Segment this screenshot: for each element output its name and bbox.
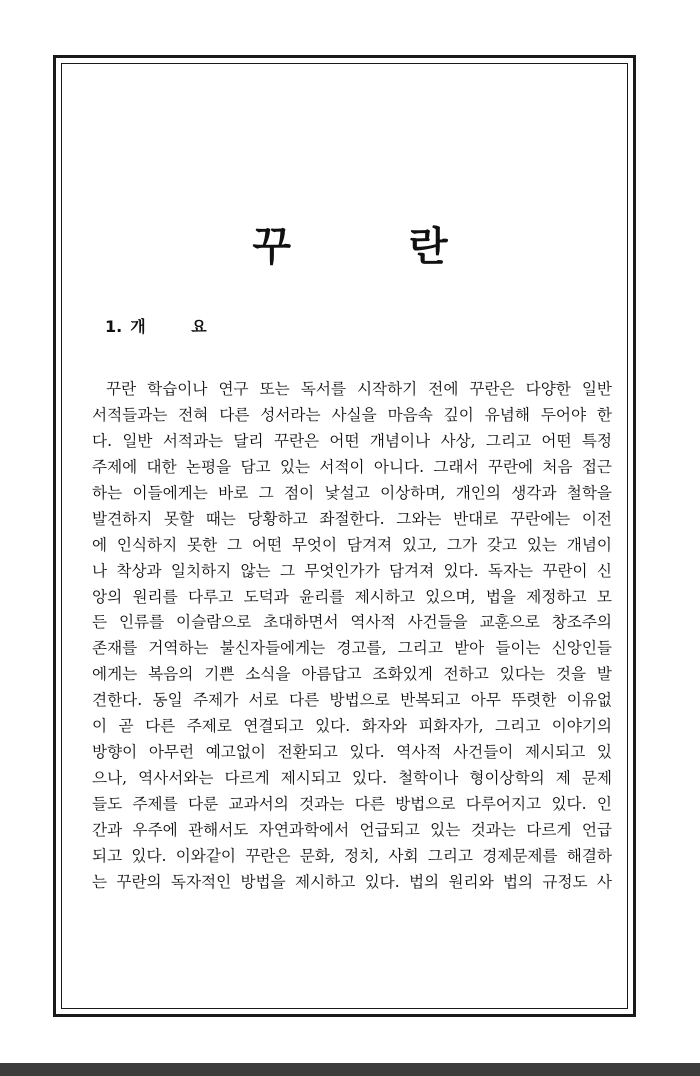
text-line: 견한다. 동일 주제가 서로 다른 방법으로 반복되고 아무 뚜렷한 이유없 (92, 691, 612, 710)
text-line: 들도 주제를 다룬 교과서의 것과는 다른 방법으로 다루어지고 있다. 인 (92, 795, 612, 813)
text-line: 되고 있다. 이와같이 꾸란은 문화, 정치, 사회 그리고 경제문제를 해결하 (92, 846, 612, 865)
section-heading (105, 315, 227, 339)
text-line: 으나, 역사서와는 다르게 제시되고 있다. 철학이나 형이상학의 제 문제 (92, 769, 612, 788)
text-line: 는 꾸란의 독자적인 방법을 제시하고 있다. 법의 원리와 법의 규정도 사 (92, 872, 612, 891)
text-line: 존재를 거역하는 불신자들에게는 경고를, 그리고 받아 들이는 신앙인들 (92, 639, 612, 658)
text-line: 나 착상과 일치하지 않는 그 무엇인가가 담겨져 있다. 독자는 꾸란이 신 (92, 561, 612, 580)
text-line: 간과 우주에 관해서도 자연과학에서 언급되고 있는 것과는 다르게 언급 (92, 820, 612, 839)
text-line: 이 곧 다른 주제로 연결되고 있다. 화자와 피화자가, 그리고 이야기의 (92, 717, 612, 736)
viewer-bottom-bar (0, 1063, 700, 1076)
text-line: 에 인식하지 못한 그 어떤 무엇이 담겨져 있고, 그가 갖고 있는 개념이 (92, 535, 612, 554)
text-line: 에게는 복음의 기쁜 소식을 아름답고 조화있게 전하고 있다는 것을 발 (92, 665, 612, 684)
text-line: 꾸란 학습이나 연구 또는 독서를 시작하기 전에 꾸란은 다양한 일반 (106, 380, 612, 398)
text-line: 든 인류를 이슬람으로 초대하면서 역사적 사건들을 교훈으로 창조주의 (92, 613, 612, 632)
text-line: 하는 이들에게는 바로 그 점이 낯설고 이상하며, 개인의 생각과 철학을 (92, 483, 612, 502)
page-title: 꾸 란 (252, 224, 500, 270)
body-paragraph (92, 377, 612, 896)
section-title: 개 요 (130, 317, 227, 336)
text-line: 주제에 대한 논평을 담고 있는 서적이 아니다. 그래서 꾸란에 처음 접근 (92, 457, 612, 476)
text-line: 서적들과는 전혀 다른 성서라는 사실을 마음속 깊이 유념해 두어야 한 (92, 405, 612, 424)
section-number: 1. (105, 317, 123, 336)
text-line: 방향이 아무런 예고없이 전환되고 있다. 역사적 사건들이 제시되고 있 (92, 743, 612, 762)
text-line: 앙의 원리를 다루고 도덕과 윤리를 제시하고 있으며, 법을 제정하고 모 (92, 587, 612, 606)
text-line: 다. 일반 서적과는 달리 꾸란은 어떤 개념이나 사상, 그리고 어떤 특정 (92, 431, 612, 450)
text-line: 발견하지 못할 때는 당황하고 좌절한다. 그와는 반대로 꾸란에는 이전 (92, 509, 612, 528)
